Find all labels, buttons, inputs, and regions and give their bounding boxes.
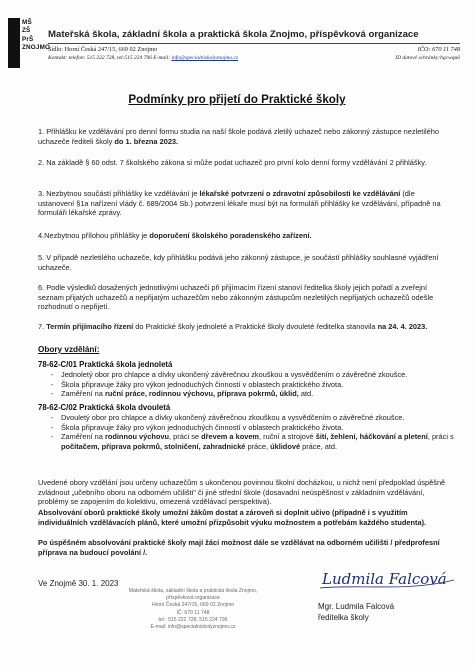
closing-bold-1: Absolvování oborů praktické školy umožní žákům dostat a zároveň si doplnit učivo (případně i s využitím individuálních vzdělávacích plánů, které umožní přizpůsobit výuku možnostem a potřebám každého studenta).	[38, 508, 427, 527]
closing-bold-2: Po úspěšném absolvování praktické školy mají žáci možnost dále se vzdělávat na odborném učilišti / předprofesní příprava na budoucí povolání /.	[38, 538, 440, 557]
emphasis: rodinnou výchovu	[104, 432, 170, 442]
paragraph-3	[38, 189, 448, 218]
emphasis: lékařské potvrzení o zdravotní způsobilosti ke vzdělávání	[199, 189, 401, 198]
fields-heading: Obory vzdělání:	[38, 345, 100, 354]
deadline: do 1. března 2023.	[114, 136, 179, 146]
text: Zaměření na	[61, 432, 105, 442]
stamp-line: Horní Česká 247/15, 669 02 Znojmo	[151, 602, 235, 609]
text: , ruční a strojové	[259, 432, 316, 442]
text: atd.	[298, 389, 314, 399]
text: 3. Nezbytnou součástí přihlášky ke vzdělávání je	[38, 189, 200, 198]
logo-letter: MŠ	[22, 19, 32, 26]
list-item: - Dvouletý obor pro chlapce a dívky ukončený závěrečnou zkouškou a vysvědčením o závěrečné zkoušce.	[61, 413, 461, 423]
stamp-line: Mateřská škola, základní škola a praktická škola Znojmo,	[128, 588, 258, 594]
text: Zaměření na	[61, 389, 105, 399]
school-stamp	[118, 588, 268, 631]
closing-paragraph: Uvedené obory vzdělání jsou určeny uchazečům s ukončenou povinnou školní docházkou, u nichž není předpoklad úspěšně zvládnout „učebního oboru na odborném učilišti" či jiné střední škole (dosavadní neúspěšnost v základním vzdělávání, problémy se zapojením do kolektivu, omezená vzdělávací perspektiva).	[38, 478, 446, 507]
text: práce, atd.	[300, 441, 338, 451]
email-link[interactable]: info@specialniskolyznojmo.cz	[171, 55, 239, 61]
stamp-line: IČ: 670 11 748	[176, 609, 210, 616]
list-item	[61, 389, 461, 399]
signer-name: Mgr. Ludmila Falcová	[318, 602, 395, 611]
page-title: Podmínky pro přijetí do Praktické školy	[128, 93, 346, 106]
contact-line	[48, 55, 238, 61]
list-item: - Škola připravuje žáky pro výkon jednoduchých činností v oblastech praktického života.	[61, 423, 461, 433]
text: , práci s	[427, 432, 454, 442]
text: 4.Nezbytnou přílohou přihlášky je	[38, 231, 150, 240]
field-1-list	[50, 370, 461, 399]
exam-date: na 24. 4. 2023.	[377, 322, 428, 331]
text: práce,	[245, 441, 271, 451]
stamp-line: příspěvková organizace	[166, 595, 220, 602]
logo-letter: ZŠ	[22, 27, 31, 35]
emphasis: Termín přijímacího řízení	[46, 322, 134, 331]
emphasis: ruční práce, rodinnou výchovu, příprava pokrmů, úklid,	[104, 389, 299, 399]
field-2-list	[50, 413, 461, 451]
school-logo	[8, 18, 51, 68]
list-item	[61, 432, 461, 451]
text: do Praktické školy jednoleté a Praktické školy dvouleté ředitelka stanovila	[133, 322, 378, 331]
text: 7.	[38, 322, 47, 331]
organization-name: Mateřská škola, základní škola a praktická škola Znojmo, příspěvková organizace	[48, 29, 419, 40]
signer	[318, 601, 394, 623]
address: Sídlo: Horní Česká 247/15, 669 02 Znojmo	[48, 46, 158, 53]
emphasis: dřevem a kovem	[201, 432, 260, 442]
logo-letter: PrŠ	[22, 35, 34, 43]
logo-bar	[8, 18, 20, 68]
emphasis: doporučení školského poradenského zařízení.	[149, 231, 312, 240]
list-item: - Jednoletý obor pro chlapce a dívky ukončený závěrečnou zkouškou a vysvědčením o závěrečné zkoušce.	[61, 370, 461, 380]
text: , práci se	[169, 432, 202, 442]
paragraph-6: 6. Podle výsledků dosažených jednotlivými uchazeči při přijímacím řízení stanoví ředitelka školy jejich pořadí a zveřejní seznam přijatých uchazečů a nepřijatým uchazečům nebo zákonným zástupcům nezletilých nepřijatých uchazečů odešle rozhodnutí o nepřijetí.	[38, 283, 434, 312]
signature	[318, 562, 458, 592]
paragraph-4	[38, 231, 448, 241]
signer-role: ředitelka školy	[318, 613, 369, 622]
text: (dle ustanovení §1a nařízení vlády č. 689/2004 Sb.) potvrzení lékaře musí být na formuláři přihlášky ke vzdělávání, případně na formuláři lékařské zprávy.	[38, 189, 441, 218]
paragraph-7	[38, 322, 448, 332]
logo-letters	[22, 19, 50, 52]
field-2-title: 78-62-C/02 Praktická škola dvouletá	[38, 403, 171, 412]
emphasis: úklidové	[270, 441, 301, 451]
logo-letter: ZNOJMO	[22, 43, 51, 51]
contact-phones: Kontakt: telefon: 515 222 728, tel:515 224 796 E-mail:	[48, 55, 172, 61]
signature-text: Ludmila Falcová	[322, 570, 447, 588]
data-box-id: ID datové schránky:bgcwqu6	[395, 55, 460, 61]
text: 1. Přihlášku ke vzdělávání pro denní formu studia na naší škole podává zletilý uchazeč nebo zákonný zástupce nezletilého uchazeče řediteli školy	[38, 127, 439, 146]
paragraph-2: 2. Na základě § 60 odst. 7 školského zákona si může podat uchazeč pro první kolo denní formy vzdělávání 2 přihlášky.	[38, 158, 427, 167]
ico-number: IČO: 670 11 748	[417, 46, 460, 53]
document-date: Ve Znojmě 30. 1. 2023	[38, 579, 119, 588]
emphasis: počítačem, příprava pokrmů, stolničení, zahradnické	[61, 441, 246, 451]
field-1-title: 78-62-C/01 Praktická škola jednoletá	[38, 360, 173, 369]
emphasis: šití, žehlení, háčkování a pletení	[315, 432, 428, 442]
stamp-line: E-mail: info@specialniskolyznojmo.cz	[150, 624, 236, 631]
header-divider	[48, 43, 460, 44]
list-item: - Škola připravuje žáky pro výkon jednoduchých činností v oblastech praktického života.	[61, 380, 461, 390]
paragraph-1	[38, 127, 448, 146]
stamp-line: tel.: 515 222 728, 515 224 796	[158, 616, 228, 623]
paragraph-5: 5. V případě nezletilého uchazeče, kdy přihlášku podává jeho zákonný zástupce, je součástí přihlášky souhlasné vyjádření uchazeče.	[38, 253, 439, 272]
